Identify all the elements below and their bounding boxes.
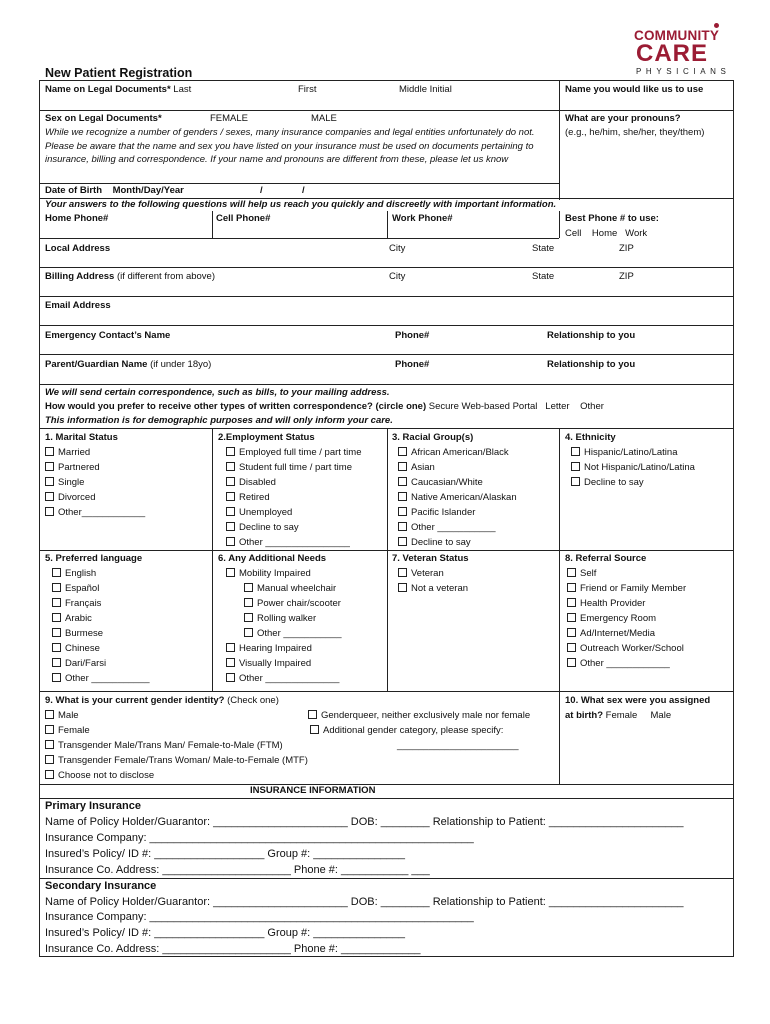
ethnicity-option[interactable]: Hispanic/Latino/Latina — [571, 447, 677, 458]
primary-insurance-company-line[interactable]: Insurance Company: _____________________________________________________ — [45, 832, 474, 844]
checkbox-icon[interactable] — [398, 507, 407, 516]
secondary-policy-holder-line[interactable]: Name of Policy Holder/Guarantor: ______________________ DOB: ________ Relationship to Patient: ______________________ — [45, 896, 684, 908]
billing-address-note: (if different from above) — [116, 271, 216, 282]
checkbox-icon[interactable] — [45, 725, 54, 734]
last-name-label: Last — [173, 84, 192, 95]
checkbox-icon[interactable] — [567, 643, 576, 652]
checkbox-icon[interactable] — [398, 537, 407, 546]
emergency-contact-label[interactable]: Emergency Contact’s Name — [45, 330, 171, 341]
legal-sex-label: Sex on Legal Documents* — [45, 113, 162, 124]
checkbox-icon[interactable] — [244, 583, 253, 592]
secondary-insurance-title: Secondary Insurance — [45, 880, 157, 892]
checkbox-icon[interactable] — [226, 507, 235, 516]
divider — [387, 211, 388, 238]
marital-status-title: 1. Marital Status — [45, 432, 118, 443]
marital-option[interactable]: Partnered — [45, 462, 100, 473]
racial-option[interactable]: Other ___________ — [398, 522, 496, 533]
checkbox-icon[interactable] — [308, 710, 317, 719]
correspondence-note: We will send certain correspondence, such as bills, to your mailing address. — [45, 387, 390, 398]
cell-phone-label[interactable]: Cell Phone# — [216, 213, 271, 224]
preferred-language-title: 5. Preferred language — [45, 553, 143, 564]
veteran-option[interactable]: Not a veteran — [398, 583, 468, 594]
checkbox-icon[interactable] — [567, 628, 576, 637]
divider — [559, 428, 560, 691]
checkbox-icon[interactable] — [244, 613, 253, 622]
best-phone-options[interactable]: Cell Home Work — [565, 228, 648, 239]
language-option[interactable]: Arabic — [52, 613, 92, 624]
correspondence-question: How would you prefer to receive other types of written correspondence? (circle one) — [45, 401, 427, 412]
divider — [559, 80, 560, 200]
frame-right — [733, 80, 734, 956]
divider — [39, 110, 734, 111]
employment-status-title: 2.Employment Status — [218, 432, 315, 443]
checkbox-icon[interactable] — [52, 658, 61, 667]
language-option[interactable]: Chinese — [52, 643, 100, 654]
racial-option[interactable]: African American/Black — [398, 447, 509, 458]
checkbox-icon[interactable] — [52, 598, 61, 607]
checkbox-icon[interactable] — [45, 447, 54, 456]
checkbox-icon[interactable] — [226, 673, 235, 682]
divider — [39, 183, 559, 184]
gender-specify-line[interactable]: _______________________ — [397, 740, 519, 751]
divider — [39, 354, 734, 355]
referral-option[interactable]: Emergency Room — [567, 613, 656, 624]
needs-sub-option[interactable]: Manual wheelchair — [244, 583, 336, 594]
referral-option[interactable]: Friend or Family Member — [567, 583, 686, 594]
community-care-logo — [630, 22, 740, 82]
parent-guardian-field[interactable] — [45, 359, 211, 370]
correspondence-question-row — [45, 401, 604, 412]
gender-option[interactable]: Choose not to disclose — [45, 770, 154, 781]
dob-field[interactable] — [45, 185, 184, 196]
first-name-label: First — [298, 84, 317, 95]
preferred-name-label: Name you would like us to use — [565, 84, 704, 95]
local-address-label[interactable]: Local Address — [45, 243, 111, 254]
marital-option[interactable]: Other____________ — [45, 507, 145, 518]
local-state-label: State — [532, 243, 555, 254]
racial-option[interactable]: Caucasian/White — [398, 477, 483, 488]
racial-option[interactable]: Pacific Islander — [398, 507, 475, 518]
checkbox-icon[interactable] — [571, 477, 580, 486]
divider — [39, 384, 734, 385]
referral-source-title: 8. Referral Source — [565, 553, 647, 564]
pronouns-example: (e.g., he/him, she/her, they/them) — [565, 127, 705, 138]
logo-line-3: PHYSICIANS — [636, 67, 731, 76]
home-phone-label[interactable]: Home Phone# — [45, 213, 109, 224]
racial-option[interactable]: Native American/Alaskan — [398, 492, 517, 503]
parent-guardian-note: (if under 18yo) — [150, 359, 212, 370]
form-title: New Patient Registration — [45, 66, 193, 80]
contact-note: Your answers to the following questions will help us reach you quickly and discreetly with important information. — [45, 199, 557, 210]
checkbox-icon[interactable] — [45, 507, 54, 516]
marital-option[interactable]: Divorced — [45, 492, 96, 503]
checkbox-icon[interactable] — [226, 462, 235, 471]
language-option[interactable]: Français — [52, 598, 101, 609]
employment-option[interactable]: Disabled — [226, 477, 276, 488]
divider — [39, 878, 734, 879]
parent-relationship-label[interactable]: Relationship to you — [547, 359, 636, 370]
dob-separator: / — [260, 185, 263, 196]
best-phone-label: Best Phone # to use: — [565, 213, 659, 224]
gender-option[interactable]: Genderqueer, neither exclusively male nor female — [308, 710, 530, 721]
checkbox-icon[interactable] — [398, 583, 407, 592]
middle-initial-label: Middle Initial — [399, 84, 452, 95]
checkbox-icon[interactable] — [45, 740, 54, 749]
checkbox-icon[interactable] — [52, 673, 61, 682]
language-option[interactable]: Burmese — [52, 628, 103, 639]
pronouns-label: What are your pronouns? — [565, 113, 681, 124]
frame-bottom — [39, 956, 734, 957]
local-city-label: City — [389, 243, 406, 254]
referral-option[interactable]: Outreach Worker/School — [567, 643, 684, 654]
marital-option[interactable]: Married — [45, 447, 90, 458]
employment-option[interactable]: Unemployed — [226, 507, 292, 518]
checkbox-icon[interactable] — [398, 477, 407, 486]
dob-separator: / — [302, 185, 305, 196]
checkbox-icon[interactable] — [226, 447, 235, 456]
checkbox-icon[interactable] — [226, 568, 235, 577]
gender-option[interactable]: Female — [45, 725, 90, 736]
emergency-phone-label[interactable]: Phone# — [395, 330, 430, 341]
racial-option[interactable]: Decline to say — [398, 537, 471, 548]
checkbox-icon[interactable] — [226, 492, 235, 501]
primary-insurance-address-line[interactable]: Insurance Co. Address: _____________________ Phone #: ___________ ___ — [45, 864, 430, 876]
needs-option[interactable]: Hearing Impaired — [226, 643, 312, 654]
employment-option[interactable]: Other ________________ — [226, 537, 350, 548]
language-option[interactable]: Other ___________ — [52, 673, 150, 684]
logo-dot-icon — [714, 23, 719, 28]
checkbox-icon[interactable] — [45, 462, 54, 471]
language-option[interactable]: English — [52, 568, 96, 579]
checkbox-icon[interactable] — [45, 477, 54, 486]
needs-sub-option[interactable]: Power chair/scooter — [244, 598, 341, 609]
sex-assigned-title: 10. What sex were you assigned — [565, 695, 711, 706]
checkbox-icon[interactable] — [398, 522, 407, 531]
divider — [39, 798, 734, 799]
checkbox-icon[interactable] — [571, 447, 580, 456]
checkbox-icon[interactable] — [226, 658, 235, 667]
legal-sex-note: While we recognize a number of genders / sexes, many insurance companies and legal entities unfortunately do not. Please be aware that the name and sex you have listed on your insurance must be used on documents pertaining to insurance, billing and correspondence. If your name and pronouns are different from these, please let us know — [45, 127, 535, 165]
checkbox-icon[interactable] — [226, 537, 235, 546]
checkbox-icon[interactable] — [398, 462, 407, 471]
needs-sub-option[interactable]: Other ___________ — [244, 628, 342, 639]
needs-option[interactable]: Mobility Impaired — [226, 568, 311, 579]
legal-sex-male-option[interactable]: MALE — [311, 113, 337, 124]
checkbox-icon[interactable] — [398, 447, 407, 456]
legal-sex-female-option[interactable]: FEMALE — [210, 113, 249, 124]
language-option[interactable]: Dari/Farsi — [52, 658, 106, 669]
primary-policy-holder-line[interactable]: Name of Policy Holder/Guarantor: ______________________ DOB: ________ Relationship to Patient: ______________________ — [45, 816, 684, 828]
needs-option[interactable]: Visually Impaired — [226, 658, 311, 669]
secondary-insurance-company-line[interactable]: Insurance Company: _____________________________________________________ — [45, 911, 474, 923]
secondary-insurance-address-line[interactable]: Insurance Co. Address: _____________________ Phone #: _____________ — [45, 943, 421, 955]
referral-option[interactable]: Other ____________ — [567, 658, 670, 669]
gender-identity-title: 9. What is your current gender identity? (Check one) — [45, 695, 279, 706]
divider — [212, 211, 213, 238]
checkbox-icon[interactable] — [52, 628, 61, 637]
divider — [39, 296, 734, 297]
checkbox-icon[interactable] — [52, 643, 61, 652]
ethnicity-option[interactable]: Not Hispanic/Latino/Latina — [571, 462, 695, 473]
ethnicity-option[interactable]: Decline to say — [571, 477, 644, 488]
checkbox-icon[interactable] — [244, 628, 253, 637]
checkbox-icon[interactable] — [226, 522, 235, 531]
dob-format: Month/Day/Year — [112, 185, 184, 196]
needs-option[interactable]: Other ______________ — [226, 673, 339, 684]
frame-left — [39, 80, 40, 956]
legal-name-field[interactable] — [45, 84, 191, 95]
checkbox-icon[interactable] — [310, 725, 319, 734]
gender-option[interactable]: Male — [45, 710, 79, 721]
employment-option[interactable]: Student full time / part time — [226, 462, 352, 473]
billing-address-field[interactable] — [45, 271, 215, 282]
billing-zip-label: ZIP — [619, 271, 634, 282]
parent-phone-label[interactable]: Phone# — [395, 359, 430, 370]
gender-option[interactable]: Transgender Male/Trans Man/ Female-to-Male (FTM) — [45, 740, 283, 751]
employment-option[interactable]: Retired — [226, 492, 270, 503]
dob-label: Date of Birth — [45, 185, 102, 196]
additional-needs-title: 6. Any Additional Needs — [218, 553, 327, 564]
local-zip-label: ZIP — [619, 243, 634, 254]
veteran-option[interactable]: Veteran — [398, 568, 444, 579]
divider — [39, 784, 734, 785]
checkbox-icon[interactable] — [45, 755, 54, 764]
divider — [39, 238, 559, 239]
checkbox-icon[interactable] — [226, 477, 235, 486]
checkbox-icon[interactable] — [52, 583, 61, 592]
frame-top — [39, 80, 734, 81]
checkbox-icon[interactable] — [45, 492, 54, 501]
divider — [39, 550, 734, 551]
secondary-policy-id-line[interactable]: Insured’s Policy/ ID #: __________________ Group #: _______________ — [45, 927, 406, 939]
referral-option[interactable]: Health Provider — [567, 598, 645, 609]
work-phone-label[interactable]: Work Phone# — [392, 213, 453, 224]
referral-option[interactable]: Ad/Internet/Media — [567, 628, 655, 639]
marital-option[interactable]: Single — [45, 477, 84, 488]
employment-option[interactable]: Decline to say — [226, 522, 299, 533]
checkbox-icon[interactable] — [567, 583, 576, 592]
language-option[interactable]: Español — [52, 583, 99, 594]
logo-line-2: CARE — [636, 40, 709, 67]
checkbox-icon[interactable] — [398, 568, 407, 577]
checkbox-icon[interactable] — [567, 658, 576, 667]
referral-option[interactable]: Self — [567, 568, 596, 579]
sex-assigned-options[interactable]: Female Male — [605, 710, 672, 721]
checkbox-icon[interactable] — [52, 613, 61, 622]
gender-option[interactable]: Additional gender category, please specify: — [310, 725, 503, 736]
sex-assigned-row: at birth? Female Male — [565, 710, 672, 721]
divider — [39, 325, 734, 326]
divider — [39, 267, 734, 268]
checkbox-icon[interactable] — [567, 568, 576, 577]
primary-insurance-title: Primary Insurance — [45, 800, 141, 812]
racial-option[interactable]: Asian — [398, 462, 435, 473]
divider — [559, 691, 560, 784]
checkbox-icon[interactable] — [45, 770, 54, 779]
employment-option[interactable]: Employed full time / part time — [226, 447, 362, 458]
checkbox-icon[interactable] — [567, 613, 576, 622]
insurance-header: INSURANCE INFORMATION — [250, 785, 376, 796]
divider — [387, 428, 388, 691]
billing-city-label: City — [389, 271, 406, 282]
email-label[interactable]: Email Address — [45, 300, 111, 311]
checkbox-icon[interactable] — [571, 462, 580, 471]
checkbox-icon[interactable] — [226, 643, 235, 652]
emergency-relationship-label[interactable]: Relationship to you — [547, 330, 636, 341]
racial-group-title: 3. Racial Group(s) — [392, 432, 474, 443]
billing-state-label: State — [532, 271, 555, 282]
checkbox-icon[interactable] — [244, 598, 253, 607]
demographic-note: This information is for demographic purposes and will only inform your care. — [45, 415, 393, 426]
divider — [212, 428, 213, 691]
parent-guardian-label: Parent/Guardian Name — [45, 359, 148, 370]
checkbox-icon[interactable] — [567, 598, 576, 607]
ethnicity-title: 4. Ethnicity — [565, 432, 616, 443]
divider — [39, 691, 734, 692]
gender-option[interactable]: Transgender Female/Trans Woman/ Male-to-Female (MTF) — [45, 755, 308, 766]
veteran-status-title: 7. Veteran Status — [392, 553, 469, 564]
legal-name-label: Name on Legal Documents* — [45, 84, 171, 95]
billing-address-label: Billing Address — [45, 271, 115, 282]
checkbox-icon[interactable] — [52, 568, 61, 577]
divider — [559, 211, 560, 238]
checkbox-icon[interactable] — [398, 492, 407, 501]
logo-line-1: COMMUNITY — [634, 28, 720, 43]
checkbox-icon[interactable] — [45, 710, 54, 719]
primary-policy-id-line[interactable]: Insured’s Policy/ ID #: __________________ Group #: _______________ — [45, 848, 406, 860]
correspondence-options[interactable]: Secure Web-based Portal Letter Other — [428, 401, 604, 412]
needs-sub-option[interactable]: Rolling walker — [244, 613, 316, 624]
